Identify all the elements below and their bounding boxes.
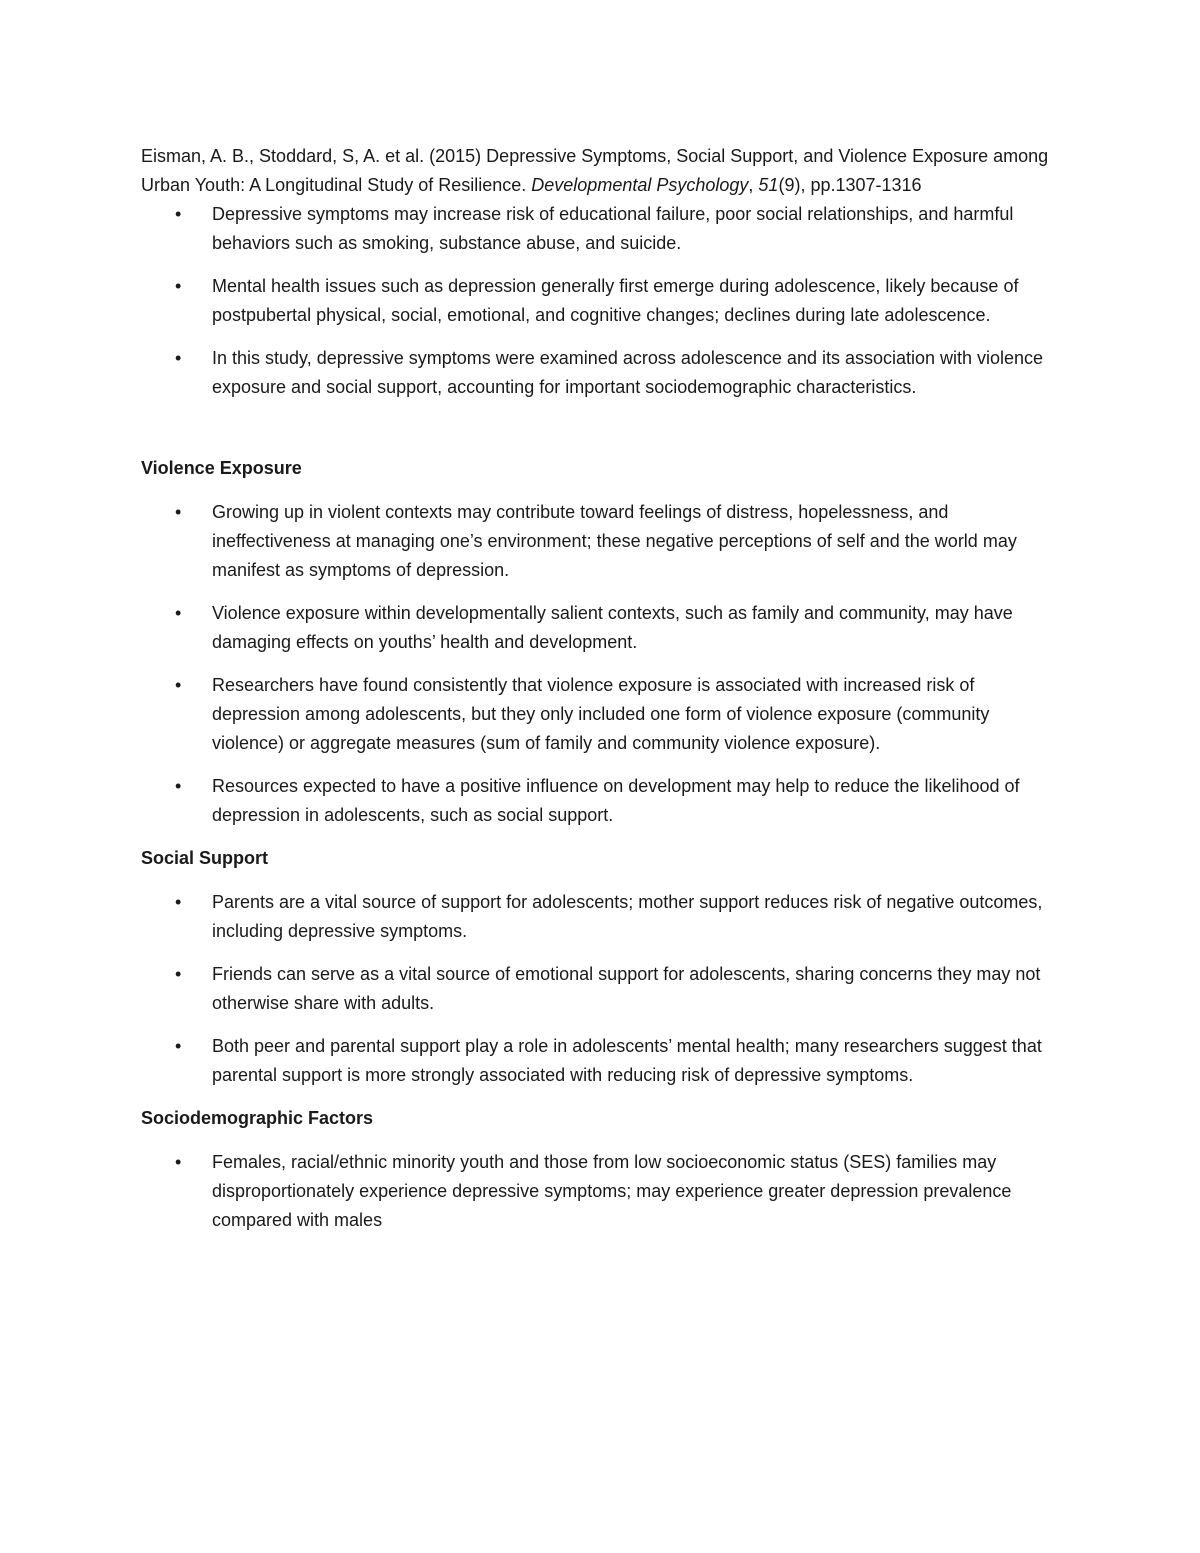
list-item	[141, 200, 1061, 258]
social-bullet-list	[141, 888, 1061, 1090]
socio-bullet-list	[141, 1148, 1061, 1235]
citation-separator: ,	[748, 175, 759, 195]
bullet-icon: •	[175, 603, 182, 623]
list-item-text: Growing up in violent contexts may contribute toward feelings of distress, hopelessness, and ineffectiveness at managing one’s environment; these negative perceptions of self and the world may manifest as symptoms of depression.	[212, 502, 1017, 580]
violence-bullet-list	[141, 498, 1061, 830]
bullet-icon: •	[175, 776, 182, 796]
list-item	[141, 272, 1061, 330]
list-item-text: Parents are a vital source of support for adolescents; mother support reduces risk of negative outcomes, including depressive symptoms.	[212, 892, 1043, 941]
citation-pages: (9), pp.1307-1316	[778, 175, 922, 195]
citation-text: Eisman, A. B., Stoddard, S, A. et al. (2015) Depressive Symptoms, Social Support, and Violence Exposure among Urban Youth: A Longitudinal Study of Resilience.	[141, 146, 1049, 195]
bullet-icon: •	[175, 502, 182, 522]
list-item	[141, 1032, 1061, 1090]
list-item	[141, 772, 1061, 830]
journal-name: Developmental Psychology	[531, 175, 749, 195]
bullet-icon: •	[175, 1152, 182, 1172]
list-item	[141, 344, 1061, 402]
citation	[141, 142, 1061, 200]
section-heading-violence-exposure: Violence Exposure	[141, 458, 302, 478]
list-item-text: Mental health issues such as depression generally first emerge during adolescence, likely because of postpubertal physical, social, emotional, and cognitive changes; declines during late adolescence.	[212, 276, 1019, 325]
list-item	[141, 599, 1061, 657]
section-heading-social-support: Social Support	[141, 848, 269, 868]
list-item-text: Friends can serve as a vital source of emotional support for adolescents, sharing concerns they may not otherwise share with adults.	[212, 964, 1041, 1013]
list-item-text: Resources expected to have a positive influence on development may help to reduce the likelihood of depression in adolescents, such as social support.	[212, 776, 1020, 825]
bullet-icon: •	[175, 1036, 182, 1056]
list-item-text: Researchers have found consistently that violence exposure is associated with increased risk of depression among adolescents, but they only included one form of violence exposure (community violence) or aggregate measures (sum of family and community violence exposure).	[212, 675, 990, 753]
list-item-text: Violence exposure within developmentally salient contexts, such as family and community, may have damaging effects on youths’ health and development.	[212, 603, 1013, 652]
list-item	[141, 498, 1061, 585]
bullet-icon: •	[175, 348, 182, 368]
list-item-text: In this study, depressive symptoms were examined across adolescence and its association with violence exposure and social support, accounting for important sociodemographic characteristics.	[212, 348, 1044, 397]
list-item	[141, 888, 1061, 946]
list-item-text: Depressive symptoms may increase risk of educational failure, poor social relationships, and harmful behaviors such as smoking, substance abuse, and suicide.	[212, 204, 1014, 253]
bullet-icon: •	[175, 892, 182, 912]
list-item	[141, 671, 1061, 758]
intro-bullet-list	[141, 200, 1061, 402]
list-item-text: Both peer and parental support play a role in adolescents’ mental health; many researchers suggest that parental support is more strongly associated with reducing risk of depressive symptoms.	[212, 1036, 1042, 1085]
list-item-text: Females, racial/ethnic minority youth and those from low socioeconomic status (SES) families may disproportionately experience depressive symptoms; may experience greater depression prevalence compared with males	[212, 1152, 1012, 1230]
section-heading-sociodemographic-factors: Sociodemographic Factors	[141, 1108, 374, 1128]
bullet-icon: •	[175, 204, 182, 224]
list-item	[141, 960, 1061, 1018]
bullet-icon: •	[175, 276, 182, 296]
journal-volume: 51	[758, 175, 779, 195]
bullet-icon: •	[175, 675, 182, 695]
list-item	[141, 1148, 1061, 1235]
bullet-icon: •	[175, 964, 182, 984]
document-body	[141, 142, 1061, 1249]
